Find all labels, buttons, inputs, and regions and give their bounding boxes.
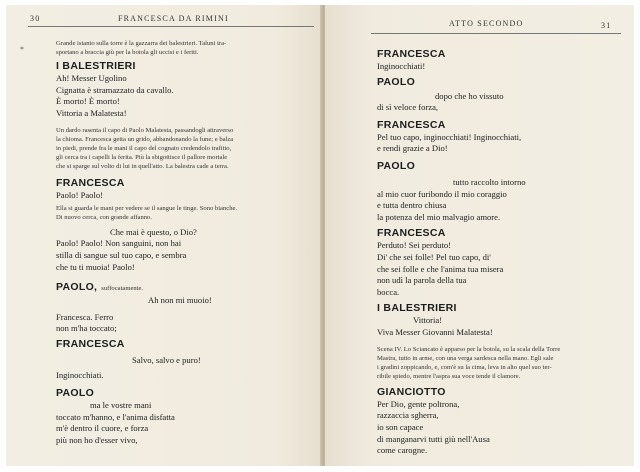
open-book [6,5,634,466]
speaker-name: FRANCESCA [377,227,446,240]
margin-mark: * [20,45,24,54]
verse-line: razzaccia sgherra, [377,410,439,421]
speaker-name: GIANCIOTTO [377,385,446,398]
right-page [325,5,634,466]
stage-direction: Grande istanto sulla torre è la gazzarra dei balestrieri. Taluni tra- [56,40,227,47]
verse-line: Ah! Messer Ugolino [56,73,127,84]
verse-line: di manganarvi tutti giù nell'Ausa [377,433,490,444]
verse-line: Paolo! Paolo! [56,190,104,201]
stage-direction: la chioma. Francesca getta un grido, abbandonando la fune; e balza [56,135,234,143]
stage-direction: che si sparge sul volto di lui in quell'atto. La balestra cade a terra. [56,162,229,170]
stage-direction: Un dardo rasenta il capo di Paolo Malatesta, passandogli attraverso [56,126,234,134]
stage-direction: i gradini zoppicando, e, com'è su la cima, leva in alto quel suo ter- [377,363,552,371]
verse-line: bocca. [377,286,400,297]
stage-direction: ribile spiedo, mentre l'aspra sua voce tende il clamore. [377,372,521,380]
stage-direction: gli cerca tra i capelli la ferita. Più la sbigottisce il pallore mortale [56,153,228,161]
speaker-name: PAOLO, [56,281,98,294]
verse-line: più non ho d'esser vivo, [56,434,138,445]
verse-line: Perduto! Sei perduto! [377,240,451,251]
verse-line: Paolo! Paolo! Non sanguini, non hai [56,238,182,249]
verse-line: Francesca. Ferro [56,311,114,322]
verse-line: Vittoria a Malatesta! [56,107,127,118]
speaker-name: PAOLO [377,75,416,88]
header-rule [371,33,621,34]
speaker-name: PAOLO [56,387,95,400]
verse-line: Cignatta è stramazzato da cavallo. [56,84,174,95]
stage-direction: Ella si guarda le mani per vedere se il sangue le tinge. Sono bianche. [56,204,238,212]
verse-line: che tu ti muoia! Paolo! [56,261,135,272]
verse-line: al mio cuor furibondo il mio coraggio [377,188,507,199]
verse-line: stilla di sangue sul tuo capo, e sembra [56,250,187,260]
verse-line: la potenza del mio malvagio amore. [377,211,501,222]
verse-line: Pel tuo capo, inginocchiati! Inginocchiati, [377,131,522,142]
verse-line: e tutta dentro chiusa [377,200,447,211]
verse-line: Vittoria! [413,315,443,326]
verse-line: e rendi grazie a Dio! [377,143,448,154]
verse-line: come carogne. [377,445,428,456]
verse-line: Ah non mi muoio! [148,295,212,306]
text-column [377,45,617,457]
stage-direction: Mastra, tutto in arme, con una verga sardesca nella mano. Egli sale [377,354,554,362]
speaker-name: FRANCESCA [377,48,446,60]
speaker-name: I BALESTRIERI [56,60,136,73]
stage-direction: Di nuovo cerca, con grande affanno. [56,213,152,221]
stage-direction: in piedi, prende fra le mani il capo del cognato credendolo trafitto, [56,144,232,152]
verse-line: non udì la parola della tua [377,275,467,286]
verse-line: di sì veloce forza, [377,102,439,113]
running-title: ATTO SECONDO [449,19,524,28]
verse-line: m'è dentro il cuore, e forza [56,423,149,434]
speaker-name: FRANCESCA [377,118,446,131]
verse-line: tutto raccolto intorno [453,176,526,187]
verse-line: che sei folle e che l'anima tua misera [377,263,504,274]
verse-line: Inginocchiati! [377,61,426,71]
verse-line: Per Dio, gente poltrona, [377,398,460,409]
text-column [56,39,316,447]
speaker-name: FRANCESCA [56,337,125,350]
verse-line: dopo che ho vissuto [435,90,504,101]
page-number: 30 [30,14,41,23]
verse-line: non m'ha toccato; [56,323,117,334]
speaker-name: PAOLO [377,159,416,172]
speaker-name: I BALESTRIERI [377,302,457,315]
verse-line: Salvo, salvo e puro! [132,354,201,365]
header-rule [28,26,314,27]
verse-line: Viva Messer Giovanni Malatesta! [377,326,493,337]
verse-line: È morto! È morto! [56,96,120,107]
stage-direction: suffocatamente. [101,285,144,293]
speaker-line [56,277,316,295]
page-number: 31 [601,21,612,30]
verse-line: Che mai è questo, o Dio? [110,226,197,237]
running-title: FRANCESCA DA RIMINI [118,14,229,23]
speaker-name: FRANCESCA [56,177,125,190]
verse-line: ma le vostre mani [90,400,152,411]
verse-line: toccato m'hanno, e l'anima disfatta [56,411,175,422]
stage-direction: sportano a braccia giù per la botola gli uccisi e i feriti. [56,49,199,57]
verse-line: Inginocchiati. [56,369,104,380]
stage-direction: Scena IV. Lo Sciancato è apparso per la botola, su la scala della Torre [377,345,561,353]
verse-line: Di' che sei folle! Pel tuo capo, di' [377,251,491,262]
verse-line: io son capace [377,422,424,433]
left-page [6,5,322,466]
